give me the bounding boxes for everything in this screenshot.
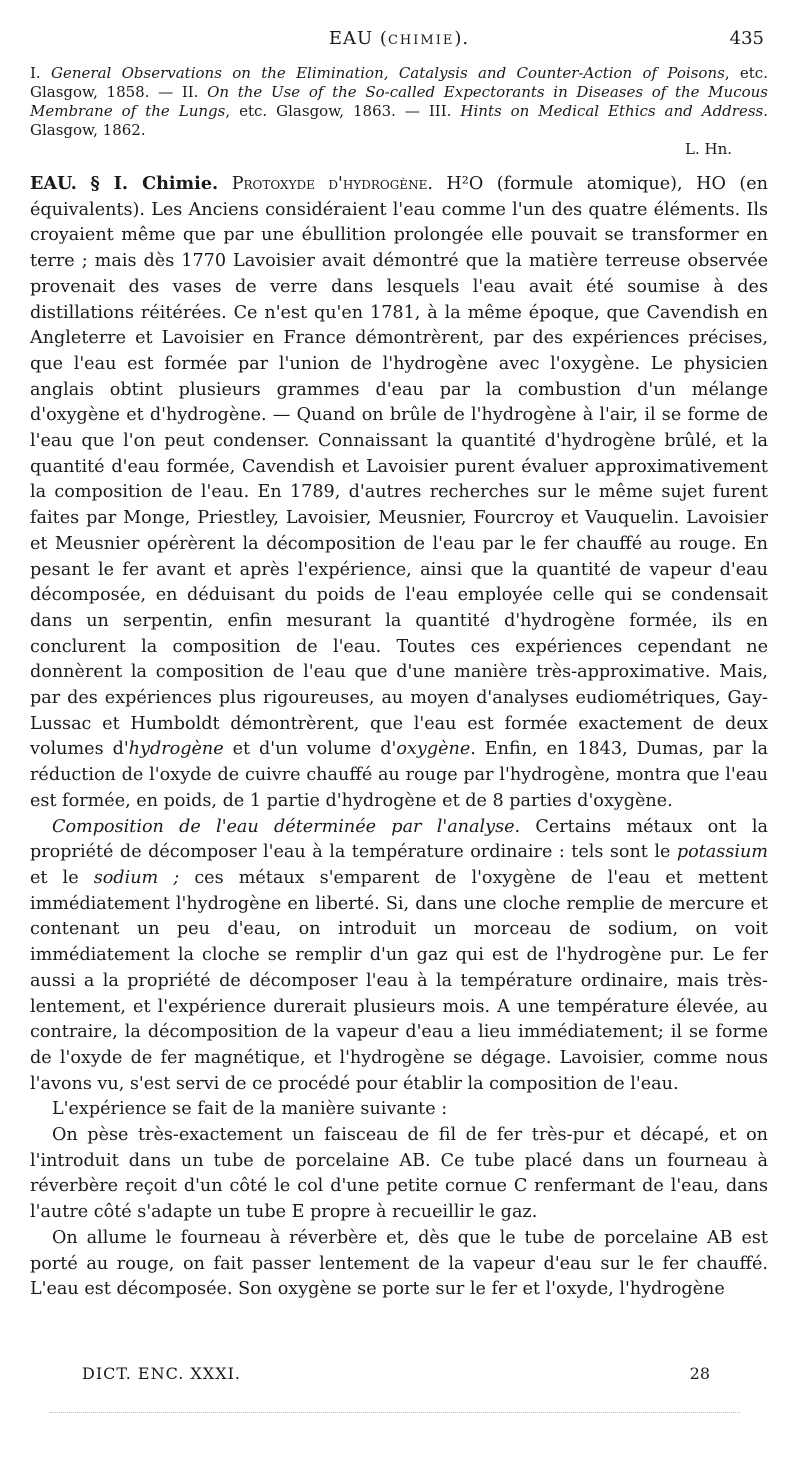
paragraph-1-text: H²O (formule atomique), HO (en équivalents). Les Anciens considéraient l'eau comme l'un des quatre éléments. Ils croyaient même que par une ébullition prolongée elle pouvait se transformer en terre ; mais dès 1770 Lavoisier avait démontré que la matière terreuse observée provenait des vases de verre dans lesquels l'eau avait été soumise à des distillations réitérées. Ce n'est qu'en 1781, à la même époque, que Cavendish en Angleterre et Lavoisier en France démontrèrent, par des expériences précises, que l'eau est formée par l'union de l'hydrogène avec l'oxygène. Le physicien anglais obtint plusieurs grammes d'eau par la combustion d'un mélange d'oxygène et d'hydrogène. — Quand on brûle de l'hydrogène à l'air, il se forme de l'eau que l'on peut condenser. Connaissant la quantité d'hydrogène brûlé, et la quantité d'eau formée, Cavendish et Lavoisier purent évaluer approximativement la composition de l'eau. En 1789, d'autres recherches sur le même sujet furent faites par Monge, Priestley, Lavoisier, Meusnier, Fourcroy et Vauquelin. Lavoisier et Meusnier opérèrent la décomposition de l'eau par le fer chauffé au rouge. En pesant le fer avant et après l'expérience, ainsi que la quantité de vapeur d'eau décomposée, en déduisant du poids de l'eau employée celle qui se condensait dans un serpentin, enfin mesurant la quantité d'hydrogène formée, ils en conclurent la composition de l'eau. Toutes ces expériences cependant ne donnèrent la composition de l'eau que d'une manière très-approximative. Mais, par des expériences plus rigoureuses, au moyen d'analyses eudiométriques, Gay-Lussac et Humboldt démontrèrent, que l'eau est formée exactement de deux volumes d' (30, 174, 769, 760)
paragraph-3: L'expérience se fait de la manière suivante : (52, 1099, 448, 1120)
paragraph-2 (30, 815, 768, 1098)
author-signature: L. Hn. (684, 140, 732, 158)
footer-volume: DICT. ENC. XXXI. (82, 1364, 241, 1383)
paragraph-1-mid: et d'un volume d' (223, 739, 397, 760)
paragraph-2-b: et le (30, 867, 94, 888)
paragraph-1 (30, 171, 768, 815)
running-title-main: EAU ( (328, 28, 388, 49)
running-title-small: CHIMIE (387, 33, 455, 48)
term-potassium: potassium (676, 842, 768, 863)
bibliography (30, 64, 768, 159)
bib-part-3: , etc. Glasgow, 1863. — III. (225, 102, 461, 120)
running-head (30, 28, 768, 54)
article-body (30, 171, 768, 1303)
headword: EAU. (30, 173, 77, 194)
bib-title-3: Hints on Medical Ethics and Address (460, 102, 764, 120)
bibliography-text (30, 64, 768, 140)
subsection-title: Composition de l'eau déterminée par l'analyse. (52, 816, 521, 837)
paragraph-2-c: ces métaux s'emparent de l'oxygène de l'eau et mettent immédiatement l'hydrogène en liberté. Si, dans une cloche remplie de mercure et contenant un peu d'eau, on introduit un morceau de sodium, on voit immédiatement la cloche se remplir d'un gaz qui est de l'hydrogène pur. Le fer aussi a la propriété de décomposer l'eau à la température ordinaire, mais très-lentement, et l'expérience durerait plusieurs mois. A une température élevée, au contraire, la décomposition de la vapeur d'eau a lieu immédiatement; il se forme de l'oxyde de fer magnétique, et l'hydrogène se dégage. Lavoisier, comme nous l'avons vu, s'est servi de ce procédé pour établir la composition de l'eau. (30, 867, 768, 1094)
bib-title-1: General Observations on the Elimination, Catalysis and Counter-Action of Poisons (51, 64, 725, 82)
paragraph-1-end: . Enfin, en 1843, Dumas, par la réduction de l'oxyde de cuivre chauffé au rouge par l'hydrogène, montra que l'eau est formée, en poids, de 1 partie d'hydrogène et de 8 parties d'oxygène. (30, 739, 768, 811)
bib-part-2: , etc. Glasgow, 1858. — II. (30, 64, 768, 101)
page-number: 435 (729, 28, 764, 49)
paragraph-2-a: Certains métaux ont la propriété de décomposer l'eau à la température ordinaire : tels sont le (30, 816, 768, 863)
term-oxygene: oxygène (396, 739, 471, 760)
term-hydrogene: hydrogène (128, 739, 224, 760)
section-heading: § I. Chimie. (90, 173, 219, 194)
running-title-end: ). (454, 28, 470, 49)
page-footer (0, 1364, 800, 1386)
bib-part-1: I. (30, 64, 51, 82)
bib-part-4: . Glasgow, 1862. (30, 102, 768, 139)
page (30, 28, 768, 1303)
paragraph-5: On allume le fourneau à réverbère et, dès que le tube de porcelaine AB est porté au rouge, on fait passer lentement de la vapeur d'eau sur le fer chauffé. L'eau est décomposée. Son oxygène se porte sur le fer et l'oxyde, l'hydrogène (30, 1227, 768, 1300)
footer-signature-mark: 28 (689, 1364, 710, 1383)
bottom-rule (50, 1412, 740, 1415)
paragraph-4: On pèse très-exactement un faisceau de fil de fer très-pur et décapé, et on l'introduit dans un tube de porcelaine AB. Ce tube placé dans un fourneau à réverbère reçoit d'un côté le col d'une petite cornue C renfermant de l'eau, dans l'autre côté s'adapte un tube E propre à recueillir le gaz. (30, 1125, 768, 1223)
term-sodium: sodium ; (93, 867, 180, 888)
running-title (30, 28, 768, 49)
bib-title-2: On the Use of the So-called Expectorants in Diseases of the Mucous Membrane of the Lungs (30, 83, 768, 120)
subject-heading: Protoxyde d'hydrogène. (231, 174, 433, 194)
